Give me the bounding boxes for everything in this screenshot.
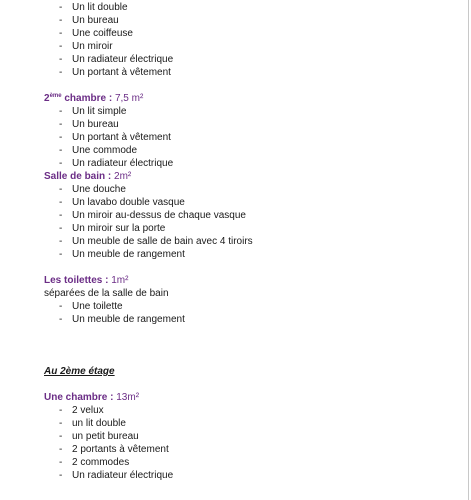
list-dash-marker: - [59, 158, 63, 169]
spacer [44, 378, 454, 391]
list-item-label: Un bureau [72, 119, 119, 130]
list-dash-marker: - [59, 54, 63, 65]
list-item-label: Une douche [72, 184, 126, 195]
list-item [44, 222, 454, 235]
floor2-room-heading [44, 391, 454, 404]
list-item-label: Un miroir sur la porte [72, 223, 166, 234]
bedroom2-name: chambre : [61, 93, 115, 104]
toilets-list [44, 300, 454, 326]
list-dash-marker: - [59, 444, 63, 455]
document-content [44, 1, 454, 482]
bathroom-list [44, 183, 454, 261]
list-item-label: 2 portants à vêtement [72, 444, 169, 455]
bedroom2-number: 2 [44, 93, 50, 104]
list-item [44, 456, 454, 469]
list-item-label: Un meuble de rangement [72, 249, 185, 260]
list-dash-marker: - [59, 119, 63, 130]
list-item [44, 443, 454, 456]
floor2-room-name: Une chambre : [44, 392, 117, 403]
list-dash-marker: - [59, 132, 63, 143]
bedroom2-area: 7,5 m² [114, 93, 144, 104]
list-dash-marker: - [59, 41, 63, 52]
list-item [44, 417, 454, 430]
list-dash-marker: - [59, 28, 63, 39]
floor2-room-area: 13m² [116, 392, 140, 403]
list-item [44, 27, 454, 40]
spacer [44, 326, 454, 365]
toilets-note: séparées de la salle de bain [44, 288, 169, 299]
list-item-label: Une commode [72, 145, 138, 156]
list-item [44, 235, 454, 248]
list-dash-marker: - [59, 457, 63, 468]
list-item-label: Un bureau [72, 15, 119, 26]
spacer [44, 79, 454, 92]
list-item-label: un lit double [72, 418, 126, 429]
list-item [44, 183, 454, 196]
list-dash-marker: - [59, 145, 63, 156]
spacer [44, 261, 454, 274]
list-dash-marker: - [59, 301, 63, 312]
toilets-name: Les toilettes : [44, 275, 112, 286]
list-item-label: Un radiateur électrique [72, 158, 174, 169]
list-item [44, 300, 454, 313]
list-item [44, 209, 454, 222]
list-item [44, 14, 454, 27]
list-item-label: Un meuble de rangement [72, 314, 185, 325]
list-item [44, 248, 454, 261]
list-item-label: un petit bureau [72, 431, 139, 442]
list-item [44, 196, 454, 209]
list-item-label: Un radiateur électrique [72, 54, 174, 65]
list-item-label: Un miroir [72, 41, 113, 52]
list-item-label: Un lit double [72, 2, 128, 13]
list-item [44, 313, 454, 326]
first-room-list [44, 1, 454, 79]
bedroom2-ordinal: ème [49, 93, 62, 99]
list-dash-marker: - [59, 210, 63, 221]
bedroom2-list [44, 105, 454, 170]
list-dash-marker: - [59, 2, 63, 13]
list-item [44, 118, 454, 131]
list-item-label: Un portant à vêtement [72, 132, 171, 143]
list-item-label: Une toilette [72, 301, 123, 312]
list-item-label: Un portant à vêtement [72, 67, 171, 78]
list-item [44, 157, 454, 170]
floor2-title: Au 2ème étage [44, 366, 115, 377]
bedroom2-heading [44, 92, 454, 105]
toilets-area: 1m² [111, 275, 129, 286]
list-dash-marker: - [59, 314, 63, 325]
list-dash-marker: - [59, 15, 63, 26]
bathroom-area: 2m² [114, 171, 132, 182]
list-item-label: Un meuble de salle de bain avec 4 tiroirs [72, 236, 253, 247]
list-item-label: 2 velux [72, 405, 104, 416]
list-dash-marker: - [59, 197, 63, 208]
list-item-label: Un lit simple [72, 106, 127, 117]
list-item-label: Une coiffeuse [72, 28, 133, 39]
list-item [44, 131, 454, 144]
list-dash-marker: - [59, 249, 63, 260]
list-dash-marker: - [59, 418, 63, 429]
list-item-label: Un radiateur électrique [72, 470, 174, 481]
list-dash-marker: - [59, 470, 63, 481]
toilets-heading [44, 274, 454, 287]
list-dash-marker: - [59, 236, 63, 247]
list-dash-marker: - [59, 431, 63, 442]
list-item [44, 404, 454, 417]
list-dash-marker: - [59, 405, 63, 416]
list-item [44, 1, 454, 14]
list-dash-marker: - [59, 223, 63, 234]
bathroom-heading [44, 170, 454, 183]
list-item [44, 144, 454, 157]
list-dash-marker: - [59, 106, 63, 117]
list-item [44, 105, 454, 118]
list-item-label: 2 commodes [72, 457, 130, 468]
list-dash-marker: - [59, 184, 63, 195]
bathroom-name: Salle de bain : [44, 171, 115, 182]
floor2-room-list [44, 404, 454, 482]
list-item-label: Un miroir au-dessus de chaque vasque [72, 210, 246, 221]
list-item [44, 469, 454, 482]
list-item [44, 66, 454, 79]
list-item [44, 40, 454, 53]
list-item-label: Un lavabo double vasque [72, 197, 185, 208]
list-item [44, 430, 454, 443]
list-dash-marker: - [59, 67, 63, 78]
list-item [44, 53, 454, 66]
